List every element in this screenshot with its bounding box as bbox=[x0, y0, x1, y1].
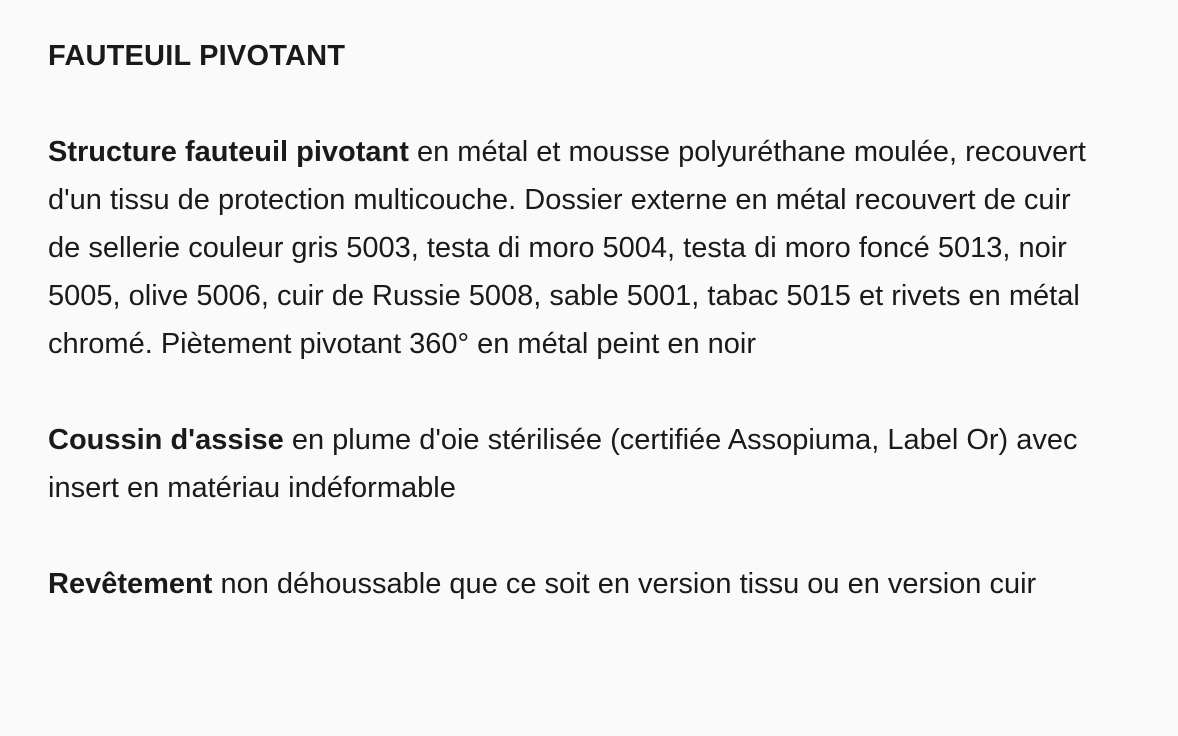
section-structure-text: en métal et mousse polyuréthane moulée, recouvert d'un tissu de protection multicouche. Dossier externe en métal recouvert de cuir de sellerie couleur gris 5003, testa di moro 5004, testa di moro foncé 5013, noir 5005, olive 5006, cuir de Russie 5008, sable 5001, tabac 5015 et rivets en métal chromé. Piètement pivotant 360° en métal peint en noir bbox=[48, 136, 1086, 360]
product-description bbox=[48, 32, 1108, 608]
section-covering-heading: Revêtement bbox=[48, 568, 213, 600]
section-seat-cushion bbox=[48, 416, 1108, 512]
section-covering bbox=[48, 560, 1108, 608]
section-covering-text: non déhoussable que ce soit en version tissu ou en version cuir bbox=[212, 568, 1037, 600]
section-seat-cushion-text: en plume d'oie stérilisée (certifiée Assopiuma, Label Or) avec insert en matériau indéformable bbox=[48, 424, 1078, 504]
section-structure-heading: Structure fauteuil pivotant bbox=[48, 136, 409, 168]
section-seat-cushion-heading: Coussin d'assise bbox=[48, 424, 284, 456]
product-title: FAUTEUIL PIVOTANT bbox=[48, 40, 346, 72]
section-structure bbox=[48, 128, 1108, 368]
